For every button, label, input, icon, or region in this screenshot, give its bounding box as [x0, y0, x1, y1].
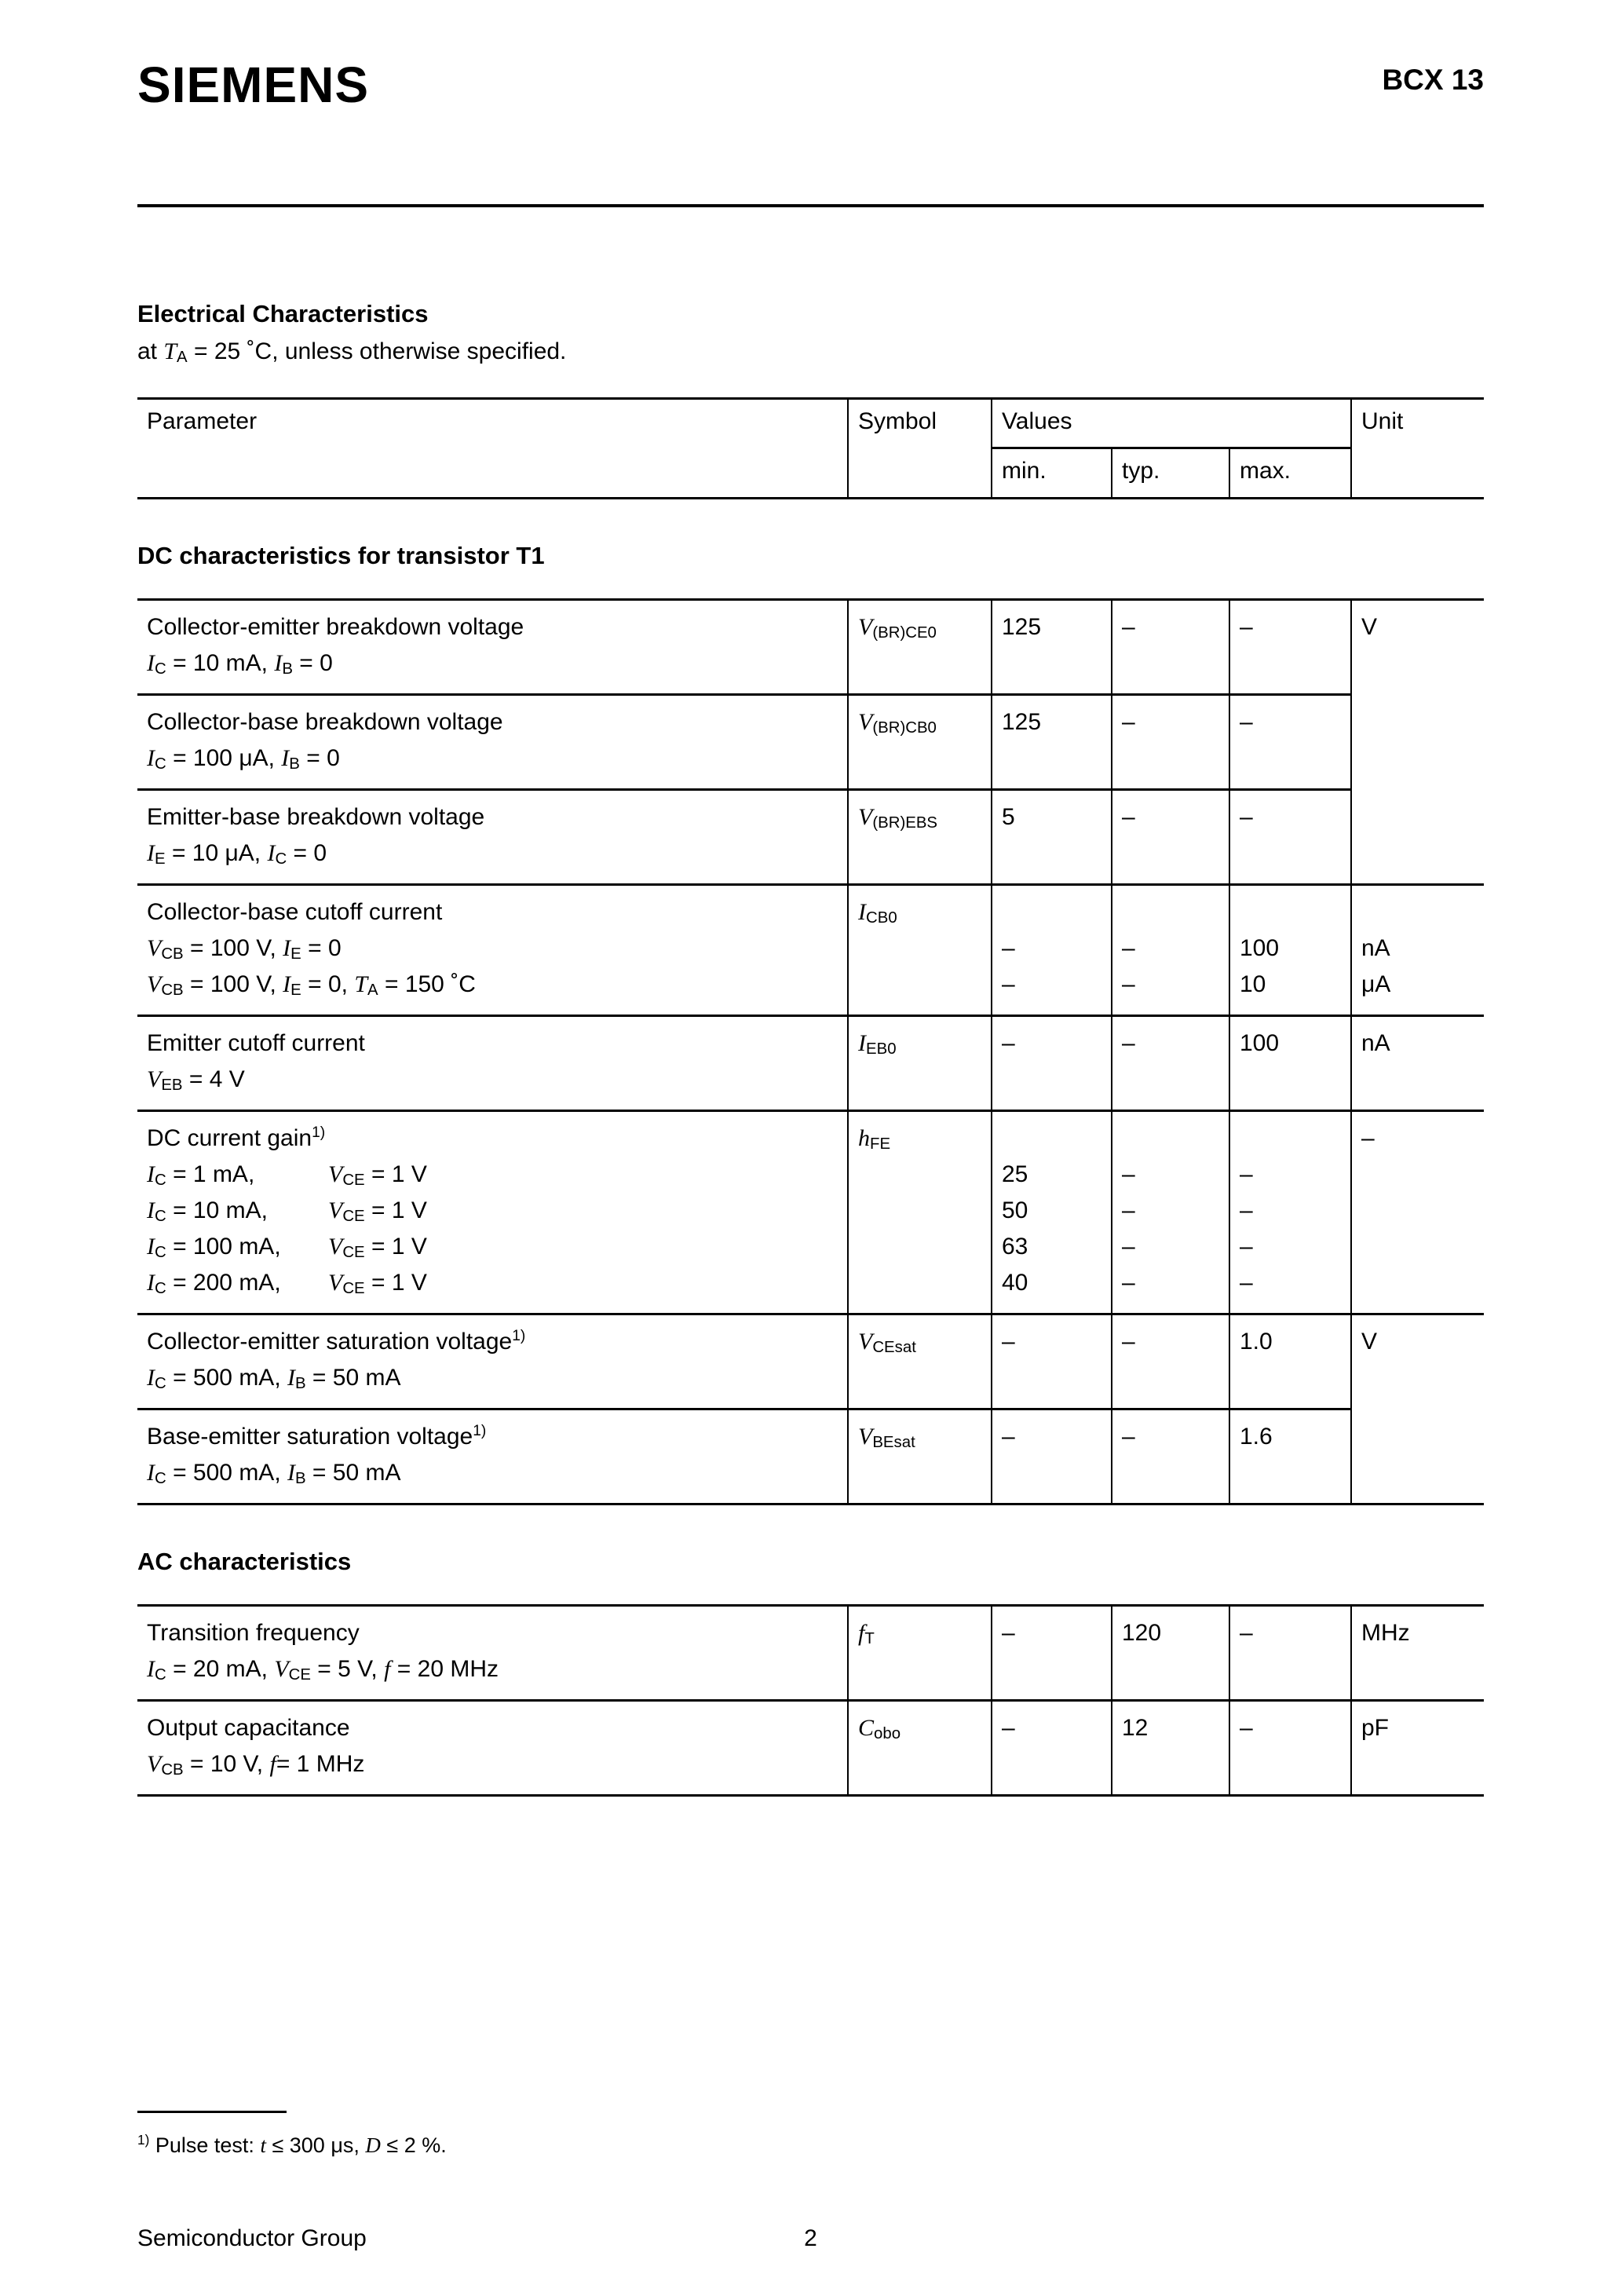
typ-value: –: [1122, 1030, 1135, 1056]
col-header-values: Values: [992, 399, 1351, 448]
max-cell: [1229, 885, 1351, 1016]
symbol-cell: [848, 1314, 992, 1409]
max-cell: [1229, 600, 1351, 695]
min-cell: [992, 1701, 1112, 1796]
parameter-name: Collector-emitter breakdown voltage: [147, 614, 524, 640]
max-value: 100: [1240, 1030, 1280, 1056]
condition-right: $V_{CE} = 1$ V: [328, 1270, 427, 1298]
parameter-conditions: $I_C = 500$ mA, $I_B = 50$ mA: [147, 1365, 401, 1393]
table-row: [137, 600, 1484, 695]
max-value: –: [1240, 804, 1253, 830]
symbol-value: $V_{(BR)EBS}$: [858, 804, 938, 832]
max-value: –: [1240, 1270, 1253, 1296]
min-cell: [992, 1409, 1112, 1504]
symbol-value: $V_{(BR)CB0}$: [858, 709, 937, 737]
min-cell: [992, 695, 1112, 790]
max-value: –: [1240, 1234, 1253, 1260]
parameter-name: Collector-base breakdown voltage: [147, 709, 503, 735]
condition-left: $I_C = 1$ mA,: [147, 1161, 255, 1190]
unit-cell: [1351, 1016, 1484, 1111]
spacer-line: [1240, 1121, 1344, 1157]
typ-cell: [1112, 600, 1229, 695]
min-value: 125: [1002, 709, 1042, 735]
test-condition-line: at $T_A = 25$ ˚C, unless otherwise specified.: [137, 338, 567, 367]
footnote-text: $^{1)}$ Pulse test: t ≤ 300 μs, D ≤ 2 %.: [137, 2132, 447, 2157]
typ-value: –: [1122, 971, 1135, 997]
min-value: 25: [1002, 1161, 1028, 1187]
typ-value: 12: [1122, 1715, 1149, 1741]
typ-value: –: [1122, 1329, 1135, 1355]
min-value: 125: [1002, 614, 1042, 640]
max-value: 100: [1240, 935, 1280, 961]
table-row: [137, 1314, 1484, 1409]
typ-value: –: [1122, 1270, 1135, 1296]
parameter-conditions: [147, 1157, 841, 1193]
symbol-cell: [848, 1016, 992, 1111]
max-value: –: [1240, 1161, 1253, 1187]
col-header-unit: Unit: [1351, 399, 1484, 499]
parameter-cell: [137, 1314, 848, 1409]
parameter-cell: [137, 1701, 848, 1796]
parameter-conditions: [147, 1229, 841, 1265]
page-footer: [137, 2224, 1484, 2254]
typ-value: –: [1122, 1234, 1135, 1260]
table-row: [137, 885, 1484, 1016]
parameter-cell: [137, 600, 848, 695]
max-cell: [1229, 1409, 1351, 1504]
parameter-conditions: [147, 1265, 841, 1301]
typ-cell: [1112, 695, 1229, 790]
unit-value: V: [1361, 614, 1378, 640]
unit-cell: [1351, 600, 1484, 885]
typ-cell: [1112, 1111, 1229, 1314]
spacer-line: [1240, 894, 1344, 930]
max-value: –: [1240, 1197, 1253, 1223]
typ-value: –: [1122, 804, 1135, 830]
table-row: [137, 695, 1484, 790]
min-value: –: [1002, 1424, 1015, 1450]
unit-cell: [1351, 1314, 1484, 1504]
part-number: BCX 13: [1382, 64, 1484, 96]
max-cell: [1229, 1701, 1351, 1796]
min-value: –: [1002, 1620, 1015, 1646]
typ-value: –: [1122, 1161, 1135, 1187]
max-cell: [1229, 695, 1351, 790]
parameter-name: Base-emitter saturation voltage$^{1)}$: [147, 1423, 487, 1450]
min-value: 50: [1002, 1197, 1028, 1223]
min-cell: [992, 1016, 1112, 1111]
parameter-conditions: $V_{CB} = 10$ V, f= 1 MHz: [147, 1751, 365, 1779]
max-value: –: [1240, 614, 1253, 640]
max-cell: [1229, 1606, 1351, 1701]
max-value: 10: [1240, 971, 1266, 997]
parameter-conditions: $I_E = 10$ μA, $I_C = 0$: [147, 840, 327, 868]
min-cell: [992, 790, 1112, 885]
condition-right: $V_{CE} = 1$ V: [328, 1234, 427, 1262]
parameter-conditions: $V_{EB} = 4$ V: [147, 1066, 245, 1095]
section-title-ac-characteristics: AC characteristics: [137, 1548, 352, 1575]
min-cell: [992, 1314, 1112, 1409]
unit-value: μA: [1361, 971, 1391, 997]
unit-value: V: [1361, 1329, 1378, 1355]
max-value: –: [1240, 1620, 1253, 1646]
parameter-conditions: [147, 1193, 841, 1229]
max-value: 1.0: [1240, 1329, 1273, 1355]
typ-cell: [1112, 1409, 1229, 1504]
parameter-name: Transition frequency: [147, 1620, 360, 1646]
min-value: 40: [1002, 1270, 1028, 1296]
min-cell: [992, 1606, 1112, 1701]
parameter-name: Emitter-base breakdown voltage: [147, 804, 485, 830]
page-number: 2: [804, 2225, 817, 2251]
typ-cell: [1112, 1314, 1229, 1409]
parameter-name: DC current gain$^{1)}$: [147, 1124, 326, 1151]
symbol-cell: [848, 1409, 992, 1504]
min-value: –: [1002, 935, 1015, 961]
min-value: –: [1002, 971, 1015, 997]
table-row: [137, 1701, 1484, 1796]
symbol-value: $f_T$: [858, 1620, 875, 1648]
spacer-line: [1361, 894, 1478, 930]
parameter-cell: [137, 695, 848, 790]
unit-value: MHz: [1361, 1620, 1410, 1646]
footer-group-name: Semiconductor Group: [137, 2225, 367, 2251]
footnote-rule: [137, 2111, 287, 2113]
col-header-symbol: Symbol: [848, 399, 992, 499]
min-value: –: [1002, 1329, 1015, 1355]
top-rule: [137, 204, 1484, 207]
symbol-cell: [848, 1606, 992, 1701]
unit-value: nA: [1361, 1030, 1390, 1056]
section-title-electrical-characteristics: Electrical Characteristics: [137, 300, 429, 327]
unit-cell: [1351, 1701, 1484, 1796]
max-value: –: [1240, 709, 1253, 735]
condition-left: $I_C = 200$ mA,: [147, 1270, 281, 1298]
parameter-cell: [137, 1409, 848, 1504]
spacer-line: [1122, 1121, 1222, 1157]
col-header-min: min.: [992, 448, 1112, 499]
min-cell: [992, 885, 1112, 1016]
parameter-conditions: $V_{CB} = 100$ V, $I_E = 0$: [147, 935, 342, 963]
typ-value: –: [1122, 614, 1135, 640]
min-value: –: [1002, 1030, 1015, 1056]
parameter-name: Emitter cutoff current: [147, 1030, 365, 1056]
typ-cell: [1112, 1701, 1229, 1796]
max-cell: [1229, 790, 1351, 885]
siemens-logo: SIEMENS: [137, 57, 370, 113]
min-value: –: [1002, 1715, 1015, 1741]
unit-cell: [1351, 1606, 1484, 1701]
dc-characteristics-table: [137, 598, 1484, 1505]
max-value: –: [1240, 1715, 1253, 1741]
symbol-value: $V_{BEsat}$: [858, 1424, 915, 1452]
unit-value: pF: [1361, 1715, 1390, 1741]
condition-right: $V_{CE} = 1$ V: [328, 1197, 427, 1226]
parameter-conditions: $I_C = 500$ mA, $I_B = 50$ mA: [147, 1460, 401, 1488]
parameter-conditions: $I_C = 10$ mA, $I_B = 0$: [147, 650, 333, 678]
section-title-dc-characteristics: DC characteristics for transistor T1: [137, 542, 545, 569]
parameter-cell: [137, 1111, 848, 1314]
symbol-value: $V_{(BR)CE0}$: [858, 614, 937, 642]
spacer-line: [1122, 894, 1222, 930]
typ-cell: [1112, 1606, 1229, 1701]
symbol-cell: [848, 600, 992, 695]
parameter-cell: [137, 790, 848, 885]
spacer-line: [1002, 1121, 1105, 1157]
symbol-cell: [848, 1701, 992, 1796]
symbol-cell: [848, 885, 992, 1016]
condition-left: $I_C = 100$ mA,: [147, 1234, 281, 1262]
parameter-name: Collector-emitter saturation voltage$^{1)}$: [147, 1328, 526, 1355]
max-cell: [1229, 1016, 1351, 1111]
parameter-name: Collector-base cutoff current: [147, 899, 443, 925]
typ-value: 120: [1122, 1620, 1162, 1646]
typ-cell: [1112, 790, 1229, 885]
table-row: [137, 1111, 1484, 1314]
unit-value: nA: [1361, 935, 1390, 961]
unit-value: –: [1361, 1125, 1375, 1151]
header-row-top: [137, 399, 1484, 448]
symbol-value: $C_{obo}$: [858, 1715, 901, 1743]
parameter-conditions: $V_{CB} = 100$ V, $I_E = 0$, $T_A = 150$ ˚C: [147, 971, 476, 1000]
table-row: [137, 790, 1484, 885]
spacer-line: [1002, 894, 1105, 930]
symbol-cell: [848, 790, 992, 885]
parameter-cell: [137, 1606, 848, 1701]
typ-value: –: [1122, 709, 1135, 735]
unit-cell: [1351, 1111, 1484, 1314]
max-cell: [1229, 1111, 1351, 1314]
table-row: [137, 1409, 1484, 1504]
symbol-cell: [848, 695, 992, 790]
masthead: [137, 0, 1484, 113]
col-header-max: max.: [1229, 448, 1351, 499]
symbol-value: $h_{FE}$: [858, 1125, 891, 1153]
min-cell: [992, 1111, 1112, 1314]
parameter-conditions: $I_C = 20$ mA, $V_{CE} = 5$ V, f = 20 MHz: [147, 1656, 499, 1684]
min-cell: [992, 600, 1112, 695]
symbol-value: $V_{CEsat}$: [858, 1329, 916, 1357]
parameter-name: Output capacitance: [147, 1715, 350, 1741]
parameter-cell: [137, 885, 848, 1016]
typ-cell: [1112, 1016, 1229, 1111]
col-header-parameter: Parameter: [147, 408, 258, 434]
spec-header-table: [137, 397, 1484, 499]
condition-left: $I_C = 10$ mA,: [147, 1197, 268, 1226]
typ-value: –: [1122, 935, 1135, 961]
ac-characteristics-table: [137, 1604, 1484, 1797]
max-value: 1.6: [1240, 1424, 1273, 1450]
unit-cell: [1351, 885, 1484, 1016]
max-cell: [1229, 1314, 1351, 1409]
table-row: [137, 1016, 1484, 1111]
parameter-cell: [137, 1016, 848, 1111]
symbol-cell: [848, 1111, 992, 1314]
footnote: [137, 2111, 447, 2159]
typ-value: –: [1122, 1424, 1135, 1450]
symbol-value: $I_{EB0}$: [858, 1030, 897, 1058]
col-header-typ: typ.: [1112, 448, 1229, 499]
condition-right: $V_{CE} = 1$ V: [328, 1161, 427, 1190]
symbol-value: $I_{CB0}$: [858, 899, 897, 927]
min-value: 63: [1002, 1234, 1028, 1260]
min-value: 5: [1002, 804, 1015, 830]
parameter-conditions: $I_C = 100$ μA, $I_B = 0$: [147, 745, 340, 773]
typ-value: –: [1122, 1197, 1135, 1223]
typ-cell: [1112, 885, 1229, 1016]
table-row: [137, 1606, 1484, 1701]
